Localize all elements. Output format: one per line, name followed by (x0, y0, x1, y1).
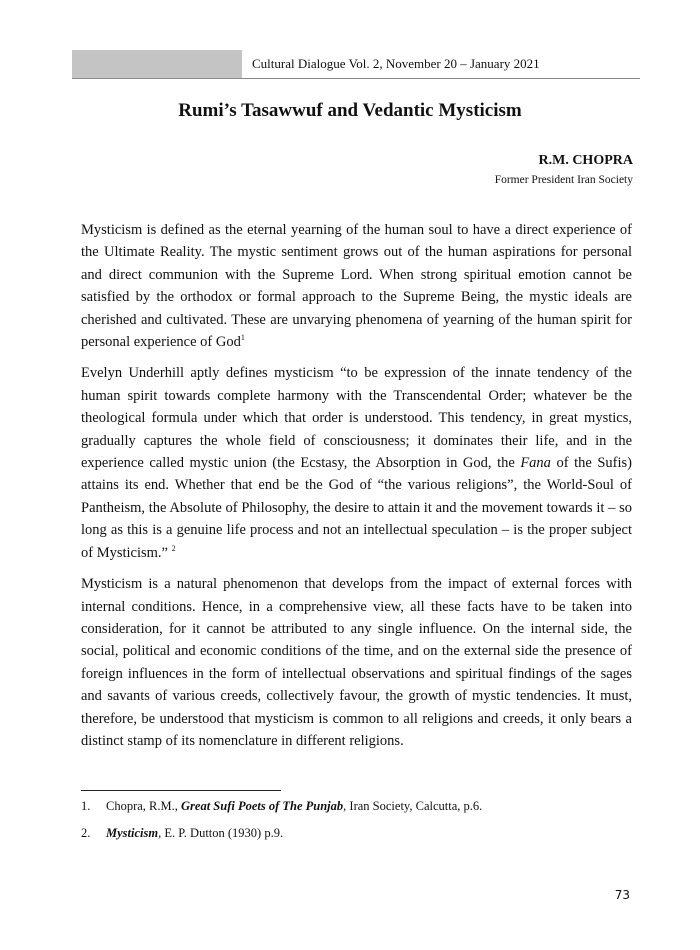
footnote-1 (81, 797, 482, 815)
footnote-2-text (106, 824, 283, 842)
article-title: Rumi’s Tasawwuf and Vedantic Mysticism (178, 100, 522, 121)
footnote-ref-1: 1 (240, 333, 245, 343)
header-rule (72, 78, 640, 79)
footnote-ref-2: 2 (171, 543, 176, 553)
footnote-1-number: 1. (81, 799, 91, 813)
footnotes (81, 797, 482, 851)
paragraph-1-text: Mysticism is defined as the eternal yearning of the human soul to have a direct experience of the Ultimate Reality. The mystic sentiment grows out of the human aspirations for personal and direct communion with the Supreme Lord. When strong spiritual emotion cannot be satisfied by the orthodox or formal approach to the Supreme Being, the mystic ideals are cherished and cultivated. These are unvarying phenomena of yearning of the human spirit for personal experience of God (81, 222, 632, 351)
footnote-rule (81, 790, 281, 791)
paragraph-2-text-a: Evelyn Underhill aptly defines mysticism “to be expression of the innate tendency of the human spirit towards complete harmony with the Transcendental Order; whatever be the theological formula under which that order is understood. This tendency, in great mystics, gradually captures the whole field of consciousness; it dominates their life, and in the experience called mystic union (the Ecstasy, the Absorption in God, the (81, 365, 632, 472)
author-name: R.M. CHOPRA (538, 153, 633, 168)
footnote-2-post: , E. P. Dutton (1930) p.9. (158, 826, 284, 840)
author-affiliation: Former President Iran Society (494, 174, 633, 186)
footnote-1-pre: Chopra, R.M., (106, 799, 178, 813)
footnote-1-text (106, 797, 482, 815)
header-gray-block (72, 50, 242, 78)
footnote-2-number: 2. (81, 826, 91, 840)
paragraph-3-text: Mysticism is a natural phenomenon that develops from the impact of external forces with internal conditions. Hence, in a comprehensive view, all these facts have to be taken into consideration, for it cannot be attributed to any single influence. On the internal side, the social, political and economic conditions of the time, and on the external side the presence of foreign influences in the form of intellectual observations and spiritual findings of the sages and savants of various creeds, collectively favour, the growth of mystic tendencies. It must, therefore, be understood that mysticism is common to all religions and creeds, it only bears a distinct stamp of its nomenclature in different religions. (81, 576, 632, 749)
running-header (72, 50, 640, 78)
journal-info: Cultural Dialogue Vol. 2, November 20 – January 2021 (252, 56, 540, 71)
paragraph-3 (81, 573, 632, 752)
paragraph-2 (81, 362, 632, 564)
page-number: 73 (614, 888, 630, 902)
paragraph-1 (81, 219, 632, 353)
footnote-2 (81, 824, 482, 842)
footnote-2-title: Mysticism (106, 826, 159, 840)
paragraph-2-text-b: of the Sufis) attains its end. Whether that end be the God of “the various religions”, the World-Soul of Pantheism, the Absolute of Philosophy, the desire to attain it and the movement towards it – so long as this is a genuine life process and not an intellectual speculation – is the proper subject of Mysticism.” (81, 455, 633, 561)
footnote-1-title: Great Sufi Poets of The Punjab (181, 799, 344, 813)
article-body (81, 219, 632, 761)
footnote-1-post: , Iran Society, Calcutta, p.6. (343, 799, 483, 813)
fana-term: Fana (520, 455, 551, 472)
